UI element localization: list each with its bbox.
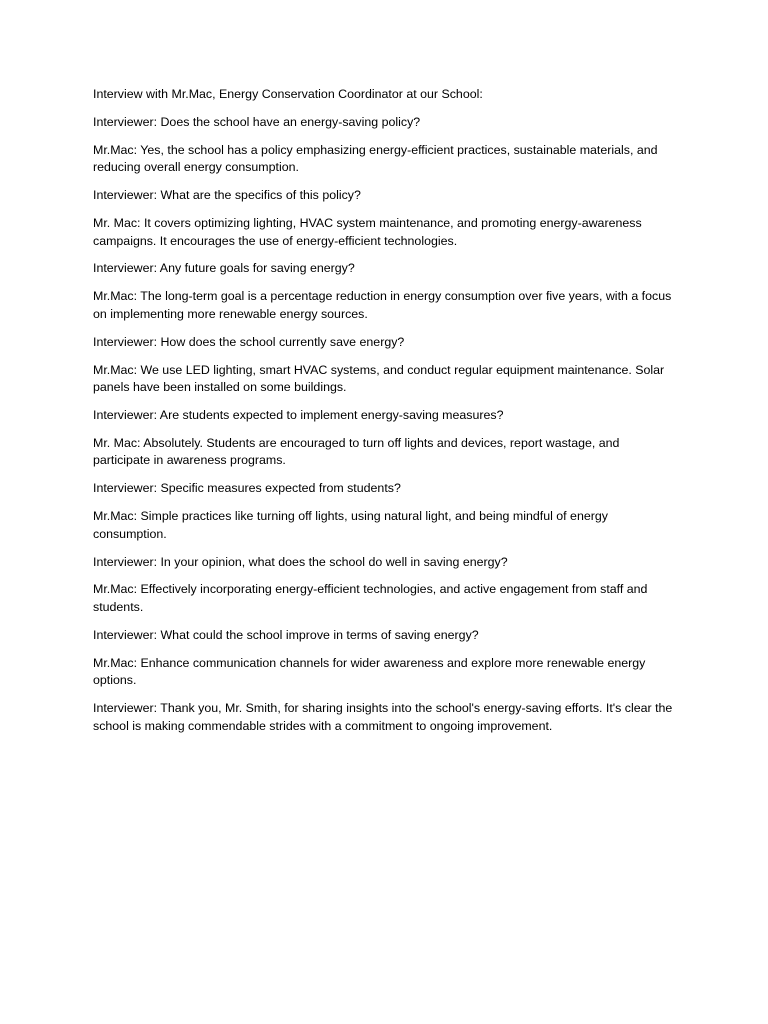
interviewee-answer: Mr. Mac: It covers optimizing lighting, HVAC system maintenance, and promoting energy-awareness campaigns. It encourages the use of energy-efficient technologies. bbox=[93, 216, 642, 248]
interviewee-answer: Mr.Mac: Enhance communication channels for wider awareness and explore more renewable energy options. bbox=[93, 655, 646, 688]
interviewee-answer: Mr.Mac: Effectively incorporating energy-efficient technologies, and active engagement from staff and students. bbox=[93, 582, 648, 614]
interviewer-question: Interviewer: What could the school improve in terms of saving energy? bbox=[93, 627, 479, 642]
interviewee-answer: Mr.Mac: We use LED lighting, smart HVAC systems, and conduct regular equipment maintenance. Solar panels have been installed on some buildings. bbox=[93, 362, 665, 395]
document-body bbox=[93, 86, 675, 746]
interviewer-closing: Interviewer: Thank you, Mr. Smith, for sharing insights into the school's energy-saving efforts. It's clear the school is making commendable strides with a commitment to ongoing improvement. bbox=[93, 701, 673, 733]
interviewee-answer: Mr.Mac: Simple practices like turning off lights, using natural light, and being mindful of energy consumption. bbox=[93, 509, 608, 541]
interviewee-answer: Mr.Mac: Yes, the school has a policy emphasizing energy-efficient practices, sustainable materials, and reducing overall energy consumption. bbox=[93, 142, 658, 175]
interviewer-question: Interviewer: Are students expected to implement energy-saving measures? bbox=[93, 408, 504, 423]
interviewer-question: Interviewer: Does the school have an energy-saving policy? bbox=[93, 114, 421, 129]
interviewer-question: Interviewer: Specific measures expected from students? bbox=[93, 481, 401, 496]
interviewer-question: Interviewer: In your opinion, what does the school do well in saving energy? bbox=[93, 554, 508, 569]
interviewee-answer: Mr.Mac: The long-term goal is a percentage reduction in energy consumption over five years, with a focus on implementing more renewable energy sources. bbox=[93, 289, 672, 321]
document-intro: Interview with Mr.Mac, Energy Conservation Coordinator at our School: bbox=[93, 87, 483, 101]
interviewer-question: Interviewer: What are the specifics of this policy? bbox=[93, 188, 361, 203]
interviewer-question: Interviewer: How does the school currently save energy? bbox=[93, 334, 405, 349]
interviewee-answer: Mr. Mac: Absolutely. Students are encouraged to turn off lights and devices, report wastage, and participate in awareness programs. bbox=[93, 435, 620, 468]
interviewer-question: Interviewer: Any future goals for saving energy? bbox=[93, 261, 355, 276]
